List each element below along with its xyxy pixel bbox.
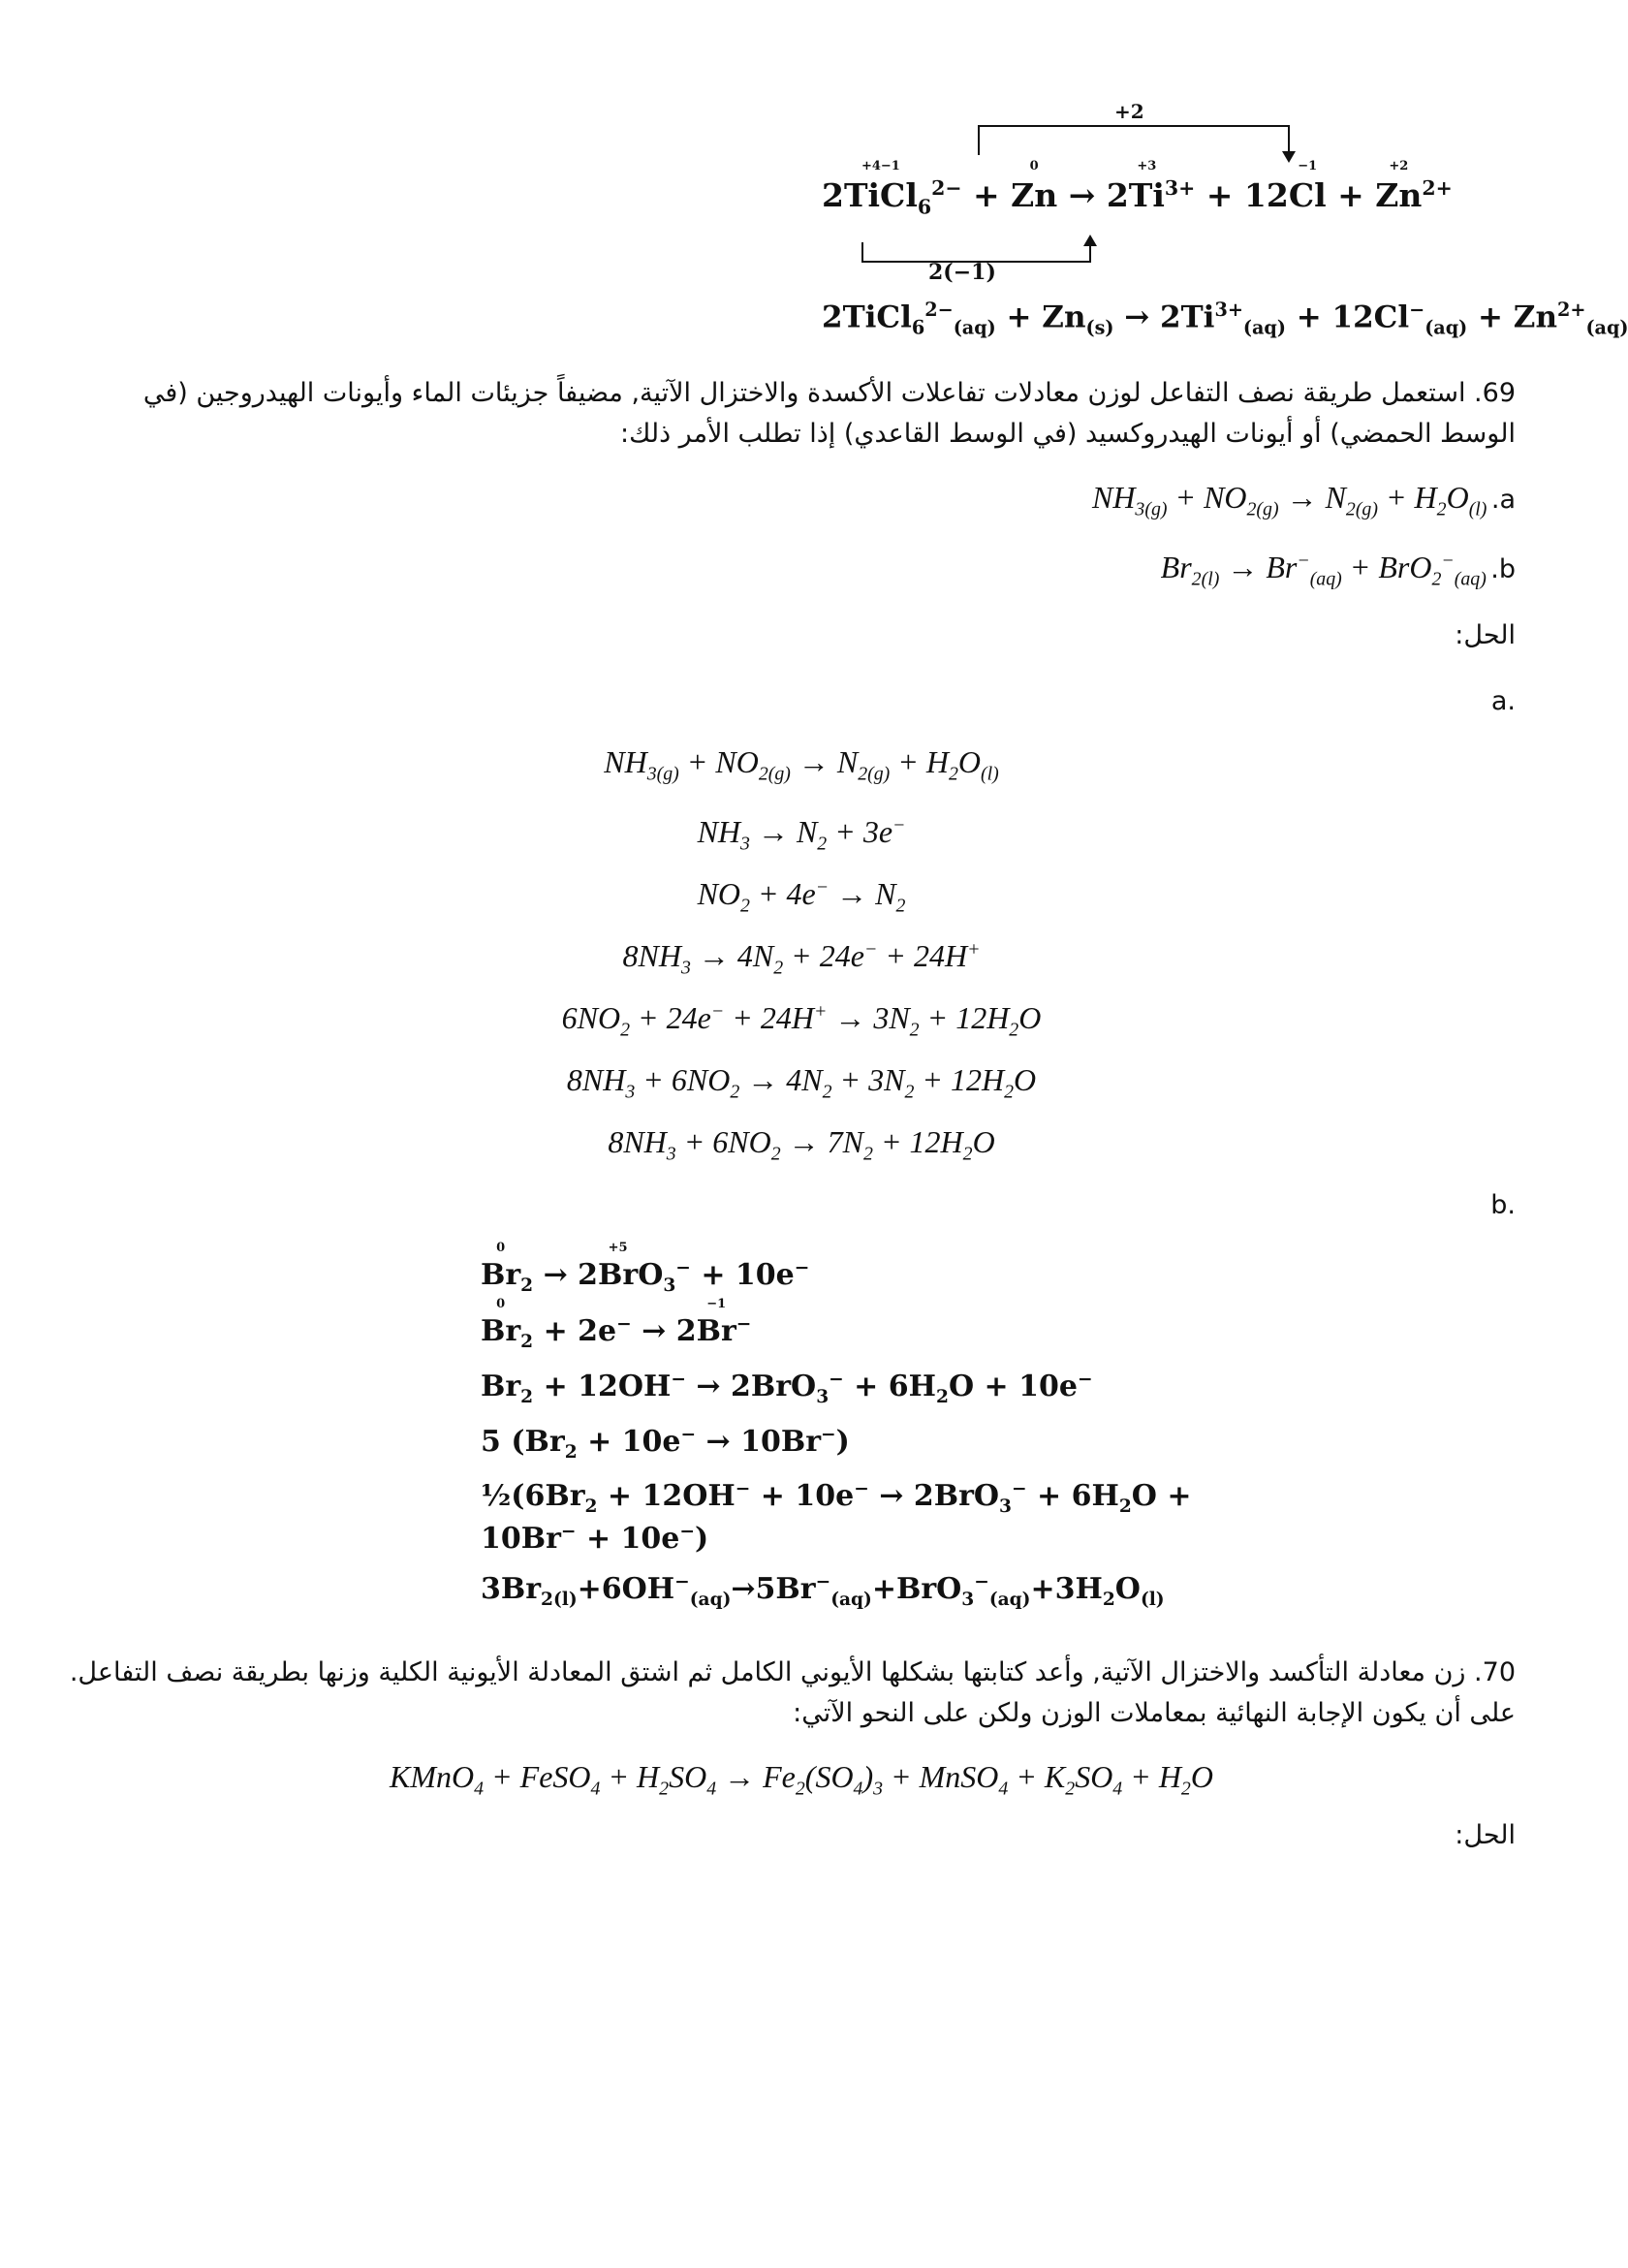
q69-a: $NH_{3(g)} + NO_{2(g)} \to N_{2(g)} + H_2O_{(l)}$ .a xyxy=(1091,480,1516,520)
q69-solution-label: الحل: xyxy=(1455,620,1516,650)
q69-part-b-label: .b xyxy=(1490,1190,1516,1220)
part-a-step: $NH_3 \to N_2 + 3e^-$ xyxy=(697,814,906,855)
part-a-step: $6NO_2 + 24e^- + 24H^+ \to 3N_2 + 12H_2O$ xyxy=(561,1000,1042,1041)
part-a-step: $8NH_3 \to 4N_2 + 24e^- + 24H^+$ xyxy=(622,938,981,979)
q70-line-1: 70. زن معادلة التأكسد والاختزال الآتية, وأعد كتابتها بشكلها الأيوني الكامل ثم اشتق المعادلة الأيونية الكلية وزنها بطريقة نصف التفاعل. xyxy=(69,1657,1516,1687)
part-a-step: $8NH_3 + 6NO_2 \to 7N_2 + 12H_2O$ xyxy=(608,1124,995,1165)
q69-b: $Br_{2(l)} \to Br^-_{(aq)} + BrO_2^-_{(aq)}$ .b xyxy=(1160,550,1516,590)
part-b-step: Br 0 $_2$ + 2e− → 2Br −1 − xyxy=(481,1297,752,1352)
lower-arrow-label: 2(−1) xyxy=(928,260,996,285)
part-a-step: $NO_2 + 4e^- \to N_2$ xyxy=(697,876,906,917)
q69-a-label: .a xyxy=(1490,485,1516,515)
q70-equation: KMnO$_4$ + FeSO$_4$ + $H_2SO_4 \to Fe_2(SO_4)_3$ + MnSO$_4$ + $K_2SO_4 + H_2O$ xyxy=(390,1759,1213,1800)
q69-line-2: الوسط الحمضي) أو أيونات الهيدروكسيد (في الوسط القاعدي) إذا تطلب الأمر ذلك: xyxy=(620,419,1516,449)
q69-part-a-label: .a xyxy=(1490,686,1516,716)
part-b-step: $Br_2 + 12OH^- \to 2BrO_3^- + 6H_2O + 10e^-$ xyxy=(481,1370,1093,1407)
upper-arrow-label: +2 xyxy=(1114,100,1144,123)
part-a-step: $NH_{3(g)} + NO_{2(g)} \to N_{2(g)} + H_2O_{(l)}$ xyxy=(604,744,999,785)
q69-line-1: 69. استعمل طريقة نصف التفاعل لوزن معادلات تفاعلات الأكسدة والاختزال الآتية, مضيفاً جزيئات الماء وأيونات الهيدروجين (في xyxy=(142,378,1516,408)
part-b-step: 10Br− + 10e−) xyxy=(481,1522,709,1556)
scheme-line-1: 2TiCl +4−1 $_6^{2-}$ + Zn 0 → 2Ti +3 $^{3+}$ + 12Cl −1 + Zn +2 $^{2+}$ xyxy=(822,159,1453,219)
q70-solution-label: الحل: xyxy=(1455,1820,1516,1850)
part-b-step: 5 $(Br_2 + 10e^- \to 10Br^-)$ xyxy=(481,1425,850,1463)
q70-line-2: على أن يكون الإجابة النهائية بمعاملات الوزن ولكن على النحو الآتي: xyxy=(793,1698,1516,1728)
scheme-line-2: 2TiCl$_6^{2-}_{(aq)}$ + $Zn_{(s)} \to 2Ti^{3+}_{(aq)} + 12Cl^-_{(aq)} + Zn^{2+}_{(aq)}$ xyxy=(822,299,1628,339)
part-b-step: $3Br_{2(l)}+6OH^-_{(aq)}\to 5Br^-_{(aq)}+BrO_3^-_{(aq)}+3H_2O_{(l)}$ xyxy=(481,1572,1165,1610)
part-a-step: $8NH_3 + 6NO_2 \to 4N_2 + 3N_2 + 12H_2O$ xyxy=(566,1062,1037,1103)
q69-b-label: .b xyxy=(1490,554,1516,584)
part-b-step: Br 0 $_2$ → 2Br +5 $O_3^- + 10e^-$ xyxy=(481,1241,810,1296)
part-b-step: $\frac{1}{2}(6Br_2 + 12OH^- + 10e^- \to 2BrO_3^- + 6H_2O$ + xyxy=(481,1479,1192,1517)
